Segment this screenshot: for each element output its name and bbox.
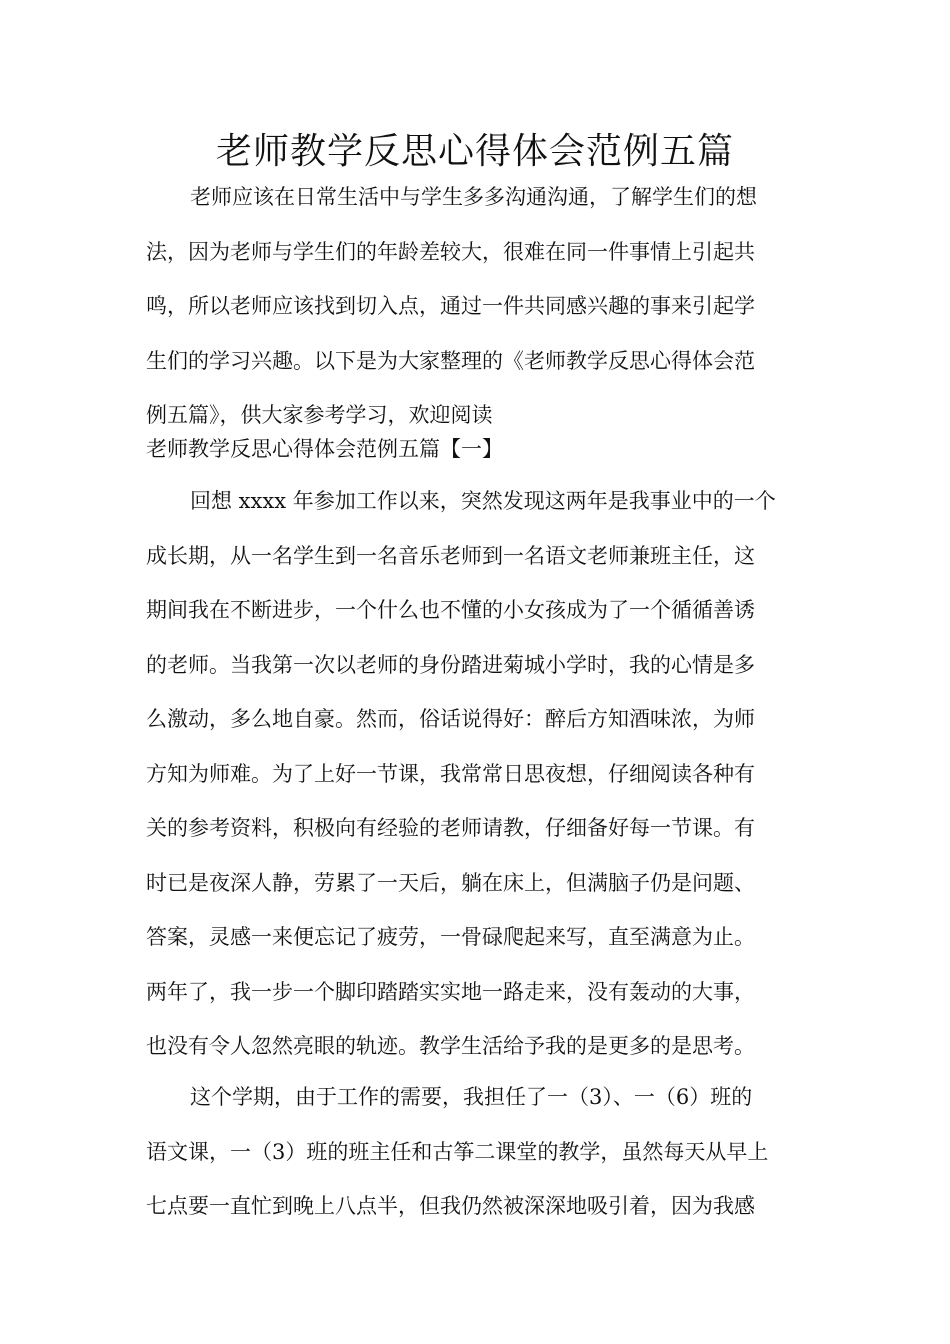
paragraph-line: 么激动，多么地自豪。然而，俗话说得好：醉后方知酒味浓，为师: [146, 707, 755, 731]
paragraph-line: 时已是夜深人静，劳累了一天后，躺在床上，但满脑子仍是问题、: [146, 870, 755, 895]
paragraph-line: 也没有令人忽然亮眼的轨迹。教学生活给予我的是更多的是思考。: [146, 1034, 755, 1058]
paragraph-line: 方知为师难。为了上好一节课，我常常日思夜想，仔细阅读各种有: [146, 761, 755, 786]
intro-line: 老师应该在日常生活中与学生多多沟通沟通，了解学生们的想: [190, 185, 757, 209]
paragraph-line: 语文课，一（3）班的班主任和古筝二课堂的教学，虽然每天从早上: [146, 1139, 769, 1164]
section-heading: 老师教学反思心得体会范例五篇【一】: [146, 437, 503, 461]
intro-line: 例五篇》，供大家参考学习，欢迎阅读: [146, 403, 493, 427]
paragraph-line: 答案，灵感一来便忘记了疲劳，一骨碌爬起来写，直至满意为止。: [146, 925, 755, 949]
paragraph-line: 两年了，我一步一个脚印踏踏实实地一路走来，没有轰动的大事，: [146, 979, 755, 1004]
body-paragraph-2: [146, 1070, 806, 1234]
intro-paragraph: [146, 170, 806, 443]
body-paragraph-1: [146, 474, 806, 1074]
paragraph-line: 这个学期，由于工作的需要，我担任了一（3）、一（6）班的: [190, 1085, 753, 1109]
paragraph-line: 七点要一直忙到晚上八点半，但我仍然被深深地吸引着，因为我感: [146, 1194, 755, 1218]
intro-line: 生们的学习兴趣。以下是为大家整理的《老师教学反思心得体会范: [146, 348, 755, 373]
paragraph-line: 成长期，从一名学生到一名音乐老师到一名语文老师兼班主任，这: [146, 543, 755, 568]
intro-line: 鸣，所以老师应该找到切入点，通过一件共同感兴趣的事来引起学: [146, 294, 755, 318]
paragraph-line: 期间我在不断进步，一个什么也不懂的小女孩成为了一个循循善诱: [146, 598, 755, 622]
paragraph-line: 回想 xxxx 年参加工作以来，突然发现这两年是我事业中的一个: [190, 489, 776, 513]
intro-line: 法，因为老师与学生们的年龄差较大，很难在同一件事情上引起共: [146, 239, 755, 264]
paragraph-line: 关的参考资料，积极向有经验的老师请教，仔细备好每一节课。有: [146, 816, 755, 840]
document-title: 老师教学反思心得体会范例五篇: [215, 131, 734, 172]
paragraph-line: 的老师。当我第一次以老师的身份踏进菊城小学时，我的心情是多: [146, 652, 755, 677]
